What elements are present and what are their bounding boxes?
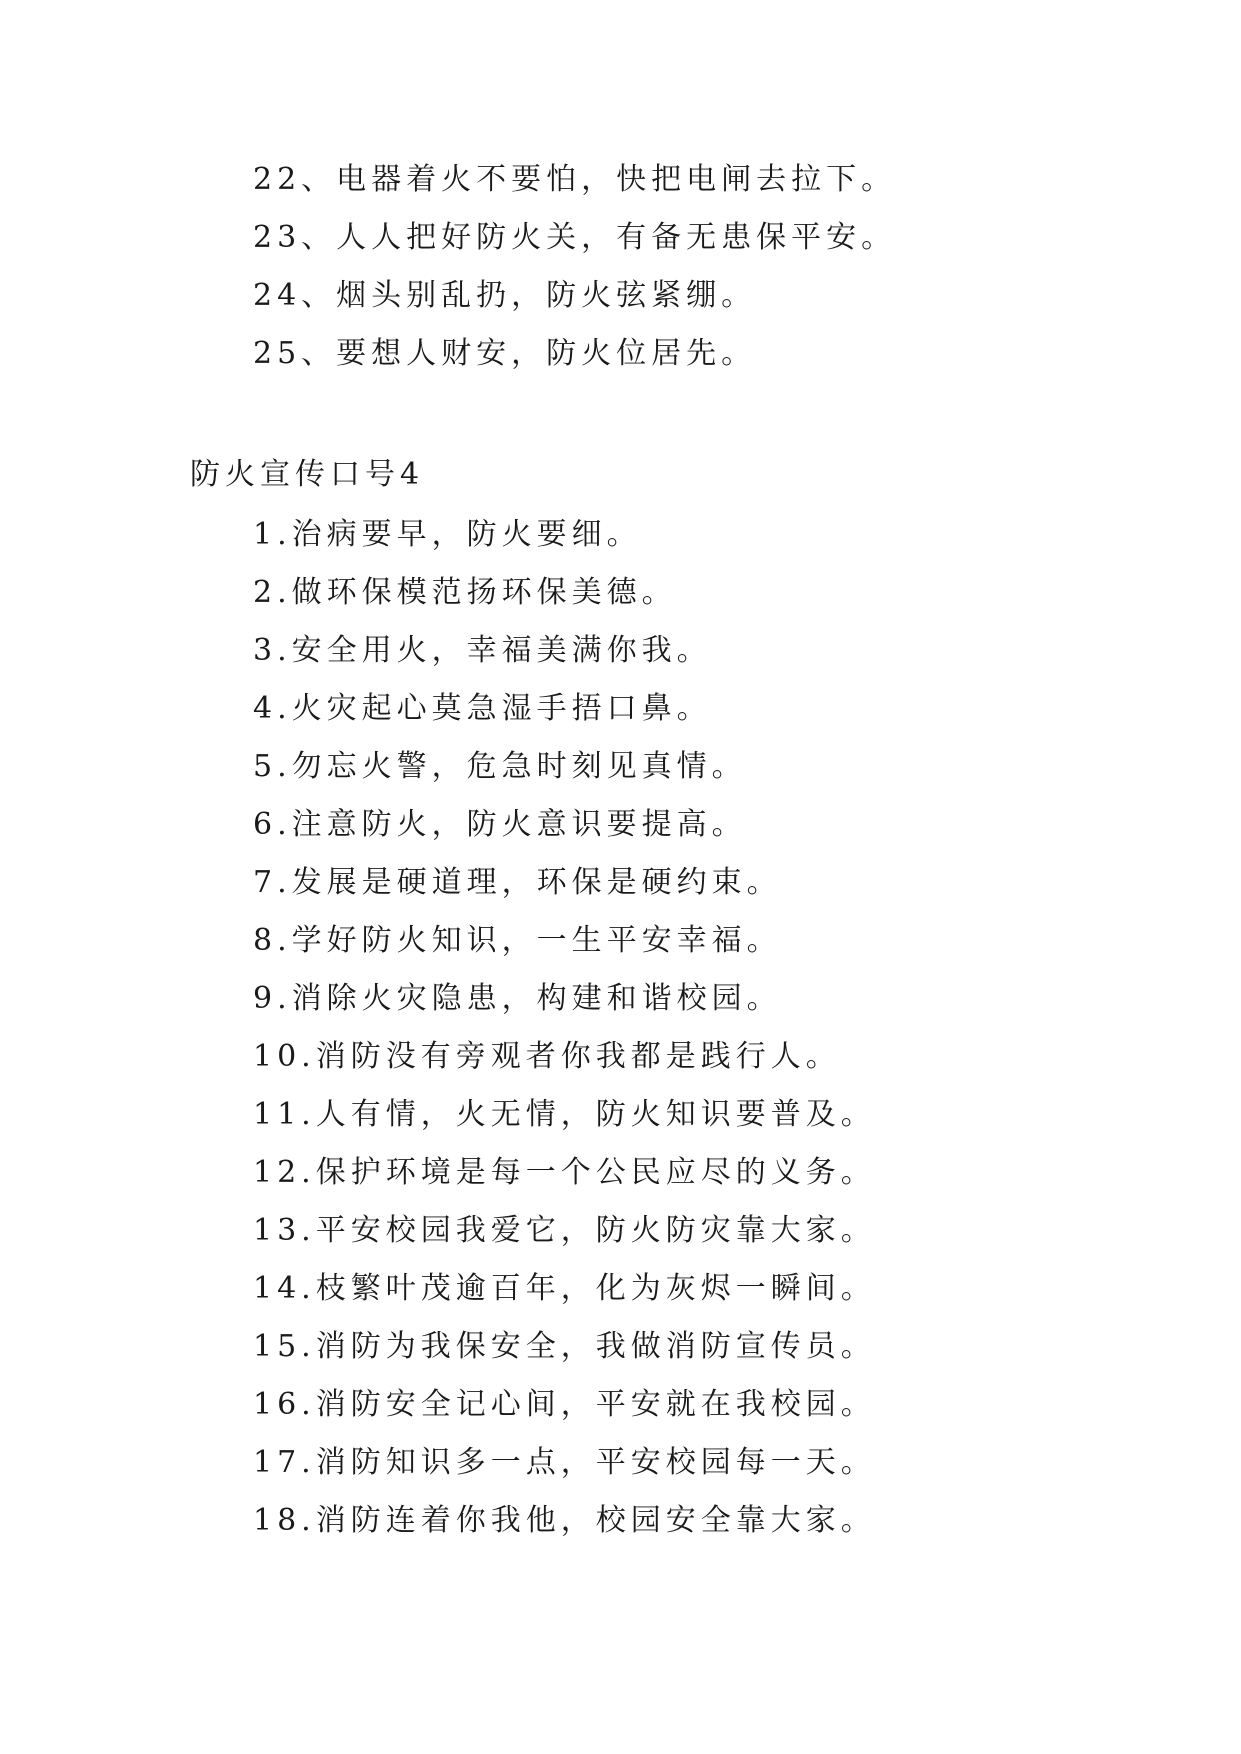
list-item: 18.消防连着你我他，校园安全靠大家。 [253, 1503, 876, 1538]
previous-section-list [253, 160, 896, 392]
list-item: 17.消防知识多一点，平安校园每一天。 [253, 1445, 876, 1480]
list-item: 5.勿忘火警，危急时刻见真情。 [253, 749, 747, 784]
list-item: 7.发展是硬道理，环保是硬约束。 [253, 865, 782, 900]
list-item: 9.消除火灾隐患，构建和谐校园。 [253, 981, 782, 1016]
list-item: 1.治病要早，防火要细。 [253, 517, 642, 552]
list-item: 24、烟头别乱扔，防火弦紧绷。 [253, 278, 757, 313]
list-item: 10.消防没有旁观者你我都是践行人。 [253, 1039, 841, 1074]
list-item: 6.注意防火，防火意识要提高。 [253, 807, 747, 842]
section-heading: 防火宣传口号4 [190, 457, 425, 492]
list-item: 3.安全用火，幸福美满你我。 [253, 633, 712, 668]
list-item: 13.平安校园我爱它，防火防灾靠大家。 [253, 1213, 876, 1248]
list-item: 15.消防为我保安全，我做消防宣传员。 [253, 1329, 876, 1364]
list-item: 14.枝繁叶茂逾百年，化为灰烬一瞬间。 [253, 1271, 876, 1306]
list-item: 23、人人把好防火关，有备无患保平安。 [253, 220, 897, 255]
list-item: 22、电器着火不要怕，快把电闸去拉下。 [253, 162, 897, 197]
list-item: 4.火灾起心莫急湿手捂口鼻。 [253, 691, 712, 726]
list-item: 16.消防安全记心间，平安就在我校园。 [253, 1387, 876, 1422]
list-item: 25、要想人财安，防火位居先。 [253, 336, 757, 371]
list-item: 8.学好防火知识，一生平安幸福。 [253, 923, 782, 958]
list-item: 12.保护环境是每一个公民应尽的义务。 [253, 1155, 876, 1190]
list-item: 2.做环保模范扬环保美德。 [253, 575, 677, 610]
slogan-list [253, 515, 876, 1559]
list-item: 11.人有情，火无情，防火知识要普及。 [253, 1097, 876, 1132]
